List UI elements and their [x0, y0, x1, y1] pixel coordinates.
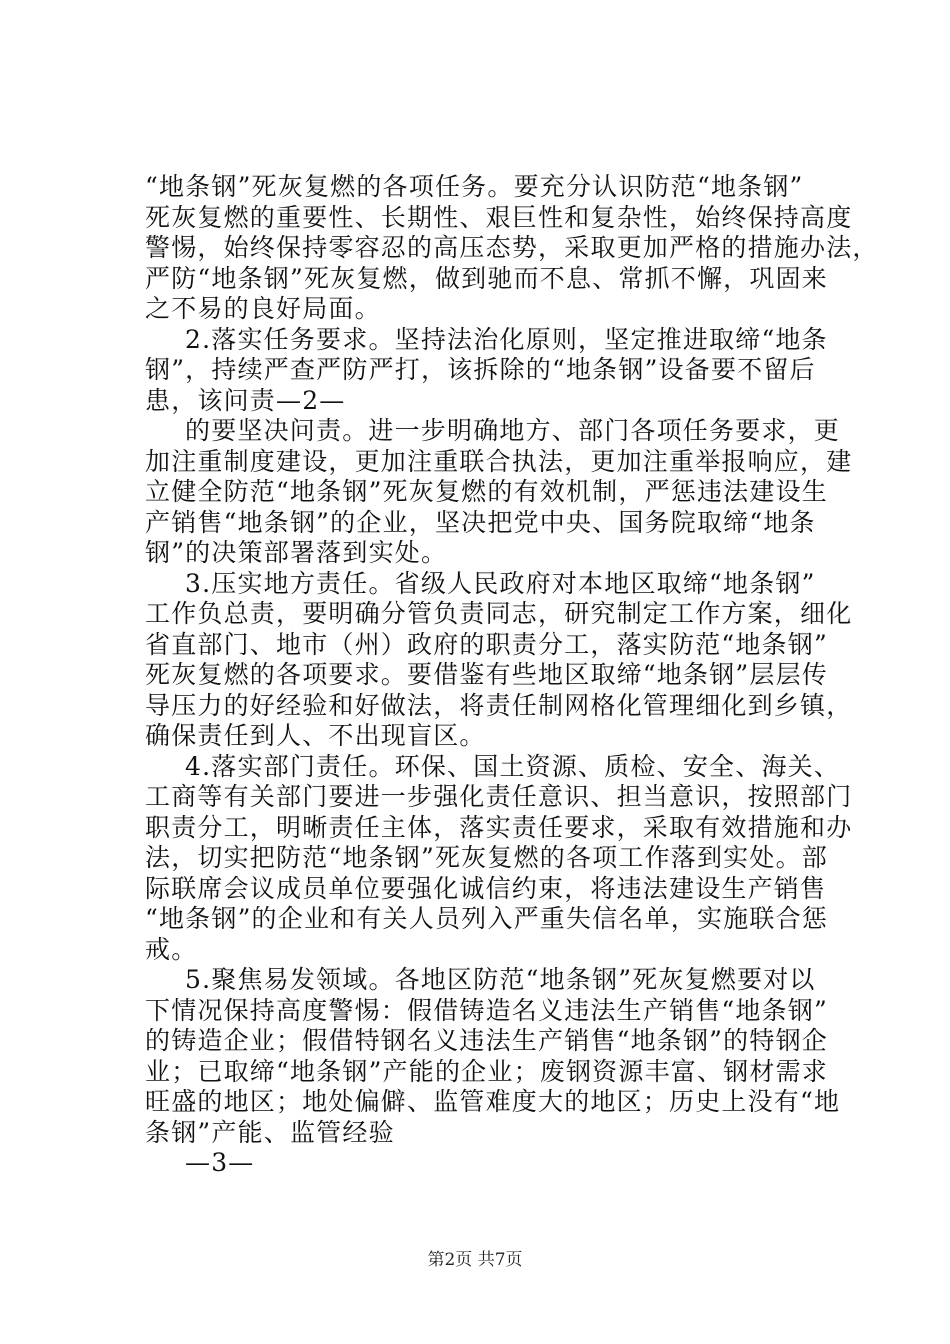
text-line: 产销售“地条钢”的企业，坚决把党中央、国务院取缔“地条 [145, 507, 816, 537]
paragraph-start-line: 5.聚焦易发领域。各地区防范“地条钢”死灰复燃要对以 [185, 965, 816, 994]
text-line: 死灰复燃的各项要求。要借鉴有些地区取缔“地条钢”层层传 [145, 660, 828, 689]
text-line: 省直部门、地市（州）政府的职责分工，落实防范“地条钢” [145, 629, 828, 659]
text-line: 警惕，始终保持零容忍的高压态势，采取更加严格的措施办法， [145, 233, 879, 262]
text-line: 钢”，持续严查严防严打，该拆除的“地条钢”设备要不留后 [145, 355, 816, 384]
text-line: 工商等有关部门要进一步强化责任意识、担当意识，按照部门 [145, 782, 853, 811]
text-line: 下情况保持高度警惕：假借铸造名义违法生产销售“地条钢” [145, 995, 828, 1025]
text-line: 际联席会议成员单位要强化诚信约束，将违法建设生产销售 [145, 873, 827, 903]
text-line: 钢”的决策部署落到实处。 [145, 538, 448, 567]
text-line: 严防“地条钢”死灰复燃，做到驰而不息、常抓不懈，巩固来 [145, 263, 828, 293]
text-line: 职责分工，明晰责任主体，落实责任要求，采取有效措施和办 [145, 812, 853, 842]
text-line: 之不易的良好局面。 [145, 294, 381, 323]
page-indicator: 第2页 共7页 [427, 1250, 523, 1270]
text-line: 立健全防范“地条钢”死灰复燃的有效机制，严惩违法建设生 [145, 477, 828, 506]
text-line: 戒。 [145, 934, 198, 964]
paragraph-start-line: 4.落实部门责任。环保、国土资源、质检、安全、海关、 [185, 751, 841, 781]
text-line: “地条钢”死灰复燃的各项任务。要充分认识防范“地条钢” [145, 172, 804, 201]
inline-page-number: —3— [185, 1148, 255, 1177]
text-line: 的铸造企业；假借特钢名义违法生产销售“地条钢”的特钢企 [145, 1026, 828, 1055]
document-body [145, 172, 879, 1179]
text-line: 加注重制度建设，更加注重联合执法，更加注重举报响应，建 [145, 446, 853, 476]
paragraph-start-line: 的要坚决问责。进一步明确地方、部门各项任务要求，更 [185, 416, 841, 445]
text-line: 死灰复燃的重要性、长期性、艰巨性和复杂性，始终保持高度 [145, 202, 853, 232]
text-line: “地条钢”的企业和有关人员列入严重失信名单，实施联合惩 [145, 904, 828, 933]
text-line: 业；已取缔“地条钢”产能的企业；废钢资源丰富、钢材需求 [145, 1056, 828, 1086]
text-line: 导压力的好经验和好做法，将责任制网格化管理细化到乡镇， [145, 690, 853, 720]
paragraph-start-line: 3.压实地方责任。省级人民政府对本地区取缔“地条钢” [185, 568, 816, 598]
page-footer [0, 1245, 950, 1270]
text-line: 条钢”产能、监管经验 [145, 1117, 395, 1147]
text-line: 法，切实把防范“地条钢”死灰复燃的各项工作落到实处。部 [145, 843, 828, 872]
paragraph-start-line: 2.落实任务要求。坚持法治化原则，坚定推进取缔“地条 [185, 324, 828, 354]
text-line: 工作负总责，要明确分管负责同志，研究制定工作方案，细化 [145, 599, 853, 628]
text-line: 患，该问责—2— [145, 385, 346, 415]
text-line: 旺盛的地区；地处偏僻、监管难度大的地区；历史上没有“地 [145, 1087, 841, 1116]
text-line: 确保责任到人、不出现盲区。 [145, 721, 486, 750]
